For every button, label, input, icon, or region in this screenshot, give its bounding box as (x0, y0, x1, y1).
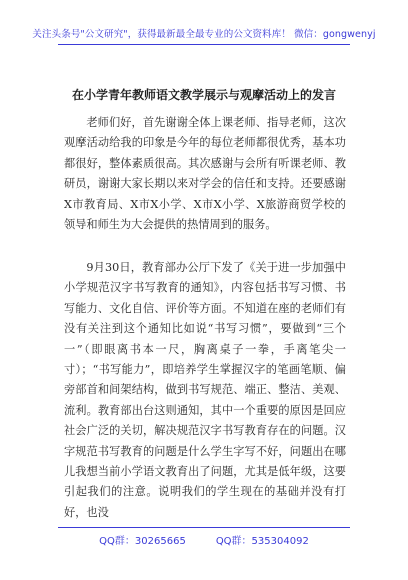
paragraph-1: 老师们好，首先谢谢全体上课老师、指导老师，这次观摩活动给我的印象是今年的每位老师都很优秀，基本功都很好，整体素质很高。其次感谢与会所有听课老师、教研员，谢谢大家长期以来对学会的信任和支持。还要感谢X市教育局、X市X小学、X市X小学、X旅游商贸学校的领导和师生为大会提供的热情周到的服务。 (64, 116, 346, 232)
footer-banner (0, 532, 408, 547)
footer-qq-group-2: QQ群：535304092 (215, 536, 309, 547)
footer-qq-group-1: QQ群：30265665 (99, 536, 186, 547)
header-banner: 关注头条号"公文研究"，获得最新最全最专业的公文资料库！ 微信：gongwenyj (32, 29, 376, 40)
paragraph-2: 9月30日，教育部办公厅下发了《关于进一步加强中小学规范汉字书写教育的通知》，内容包括书写习惯、书写能力、文化自信、评价等方面。不知道在座的老师们有没有关注到这个通知比如说“书写习惯”，要做到“三个一”（即眼离书本一尺，胸离桌子一拳，手离笔尖一寸）；“书写能力”，即培养学生掌握汉字的笔画笔顺、偏旁部首和间架结构，做到书写规范、端正、整洁、美观、流利。教育部出台这则通知，其中一个重要的原因是回应社会广泛的关切，解决规范汉字书写教育存在的问题。汉字规范书写教育的问题是什么学生字写不好，问题出在哪儿我想当前小学语文教育出了问题，尤其是低年级，这要引起我们的注意。说明我们的学生现在的基础并没有打好，也没 (64, 261, 346, 519)
document-title: 在小学青年教师语文教学展示与观摩活动上的发言 (71, 88, 336, 102)
footer-divider (58, 527, 350, 528)
header-divider (58, 44, 350, 45)
